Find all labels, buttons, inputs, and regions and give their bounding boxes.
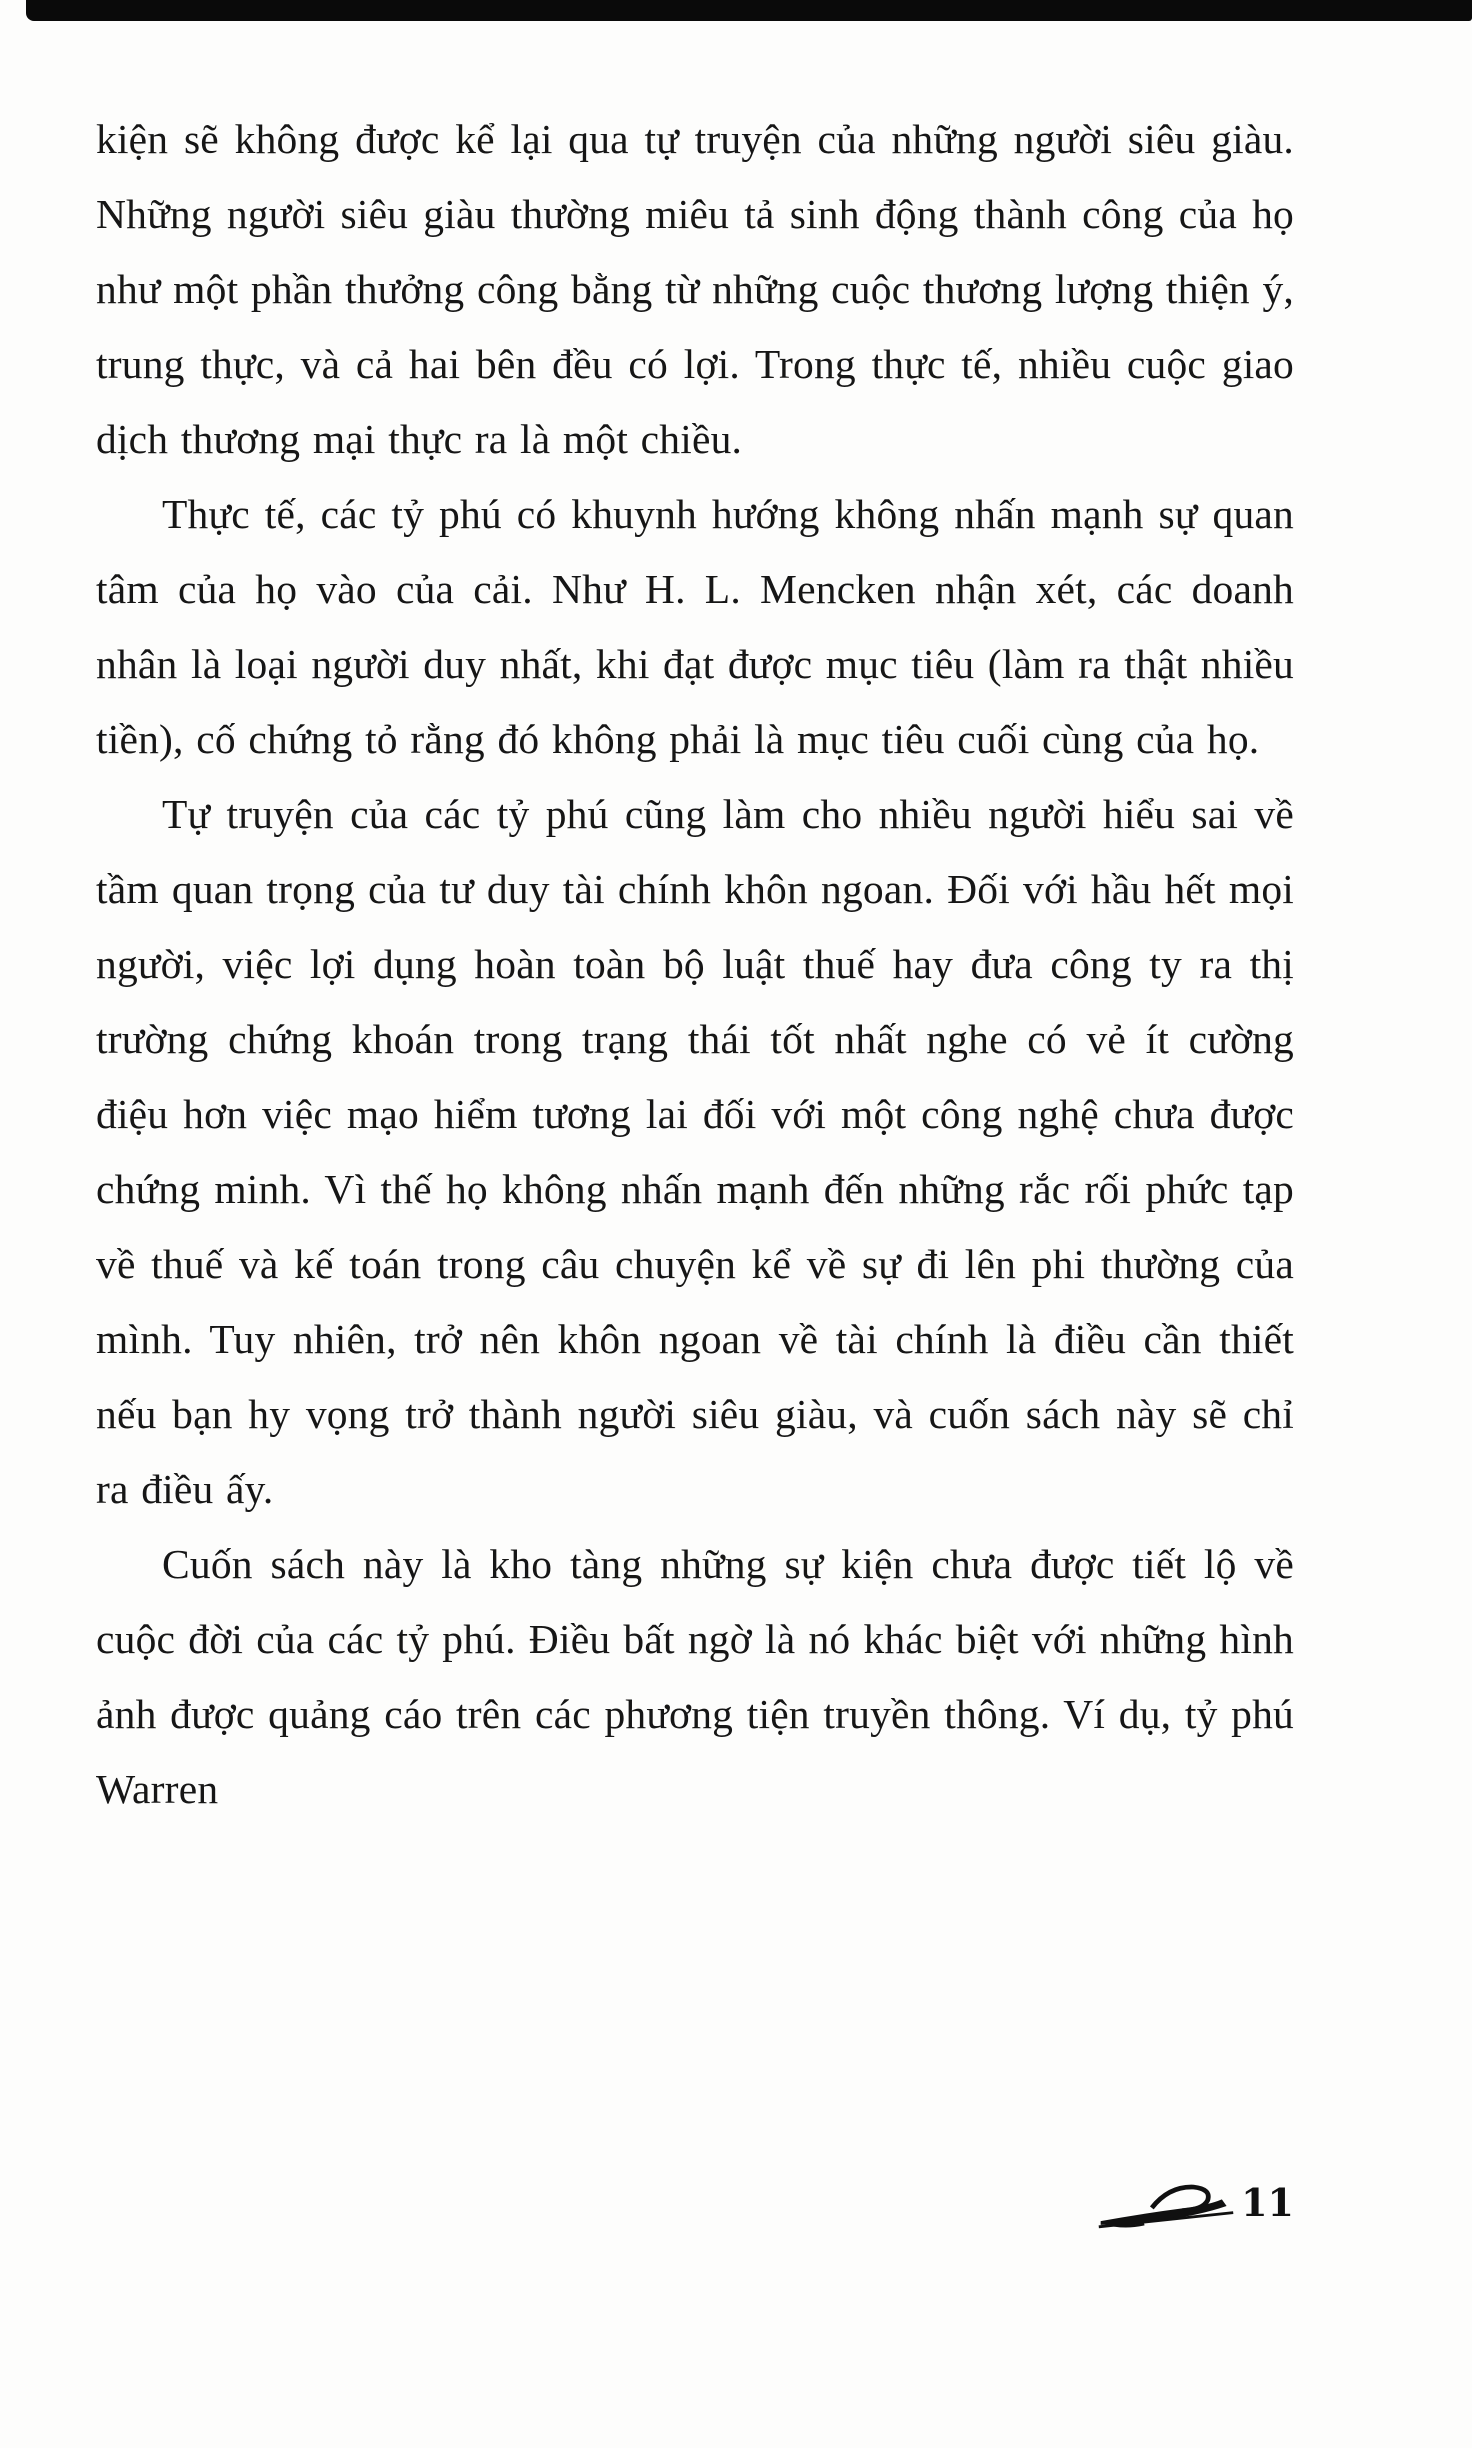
paragraph: kiện sẽ không được kể lại qua tự truyện của những người siêu giàu. Những người siêu giàu thường miêu tả sinh động thành công của họ như một phần thưởng công bằng từ những cuộc thương lượng thiện ý, trung thực, và cả hai bên đều có lợi. Trong thực tế, nhiều cuộc giao dịch thương mại thực ra là một chiều. xyxy=(96,116,1294,462)
page-text-block xyxy=(96,102,1294,1827)
paragraph: Tự truyện của các tỷ phú cũng làm cho nhiều người hiểu sai về tầm quan trọng của tư duy tài chính khôn ngoan. Đối với hầu hết mọi người, việc lợi dụng hoàn toàn bộ luật thuế hay đưa công ty ra thị trường chứng khoán trong trạng thái tốt nhất nghe có vẻ ít cường điệu hơn việc mạo hiểm tương lai đối với một công nghệ chưa được chứng minh. Vì thế họ không nhấn mạnh đến những rắc rối phức tạp về thuế và kế toán trong câu chuyện kể về sự đi lên phi thường của mình. Tuy nhiên, trở nên khôn ngoan về tài chính là điều cần thiết nếu bạn hy vọng trở thành người siêu giàu, và cuốn sách này sẽ chỉ ra điều ấy. xyxy=(96,791,1294,1512)
flourish-icon xyxy=(1095,2178,1237,2234)
paragraph: Thực tế, các tỷ phú có khuynh hướng không nhấn mạnh sự quan tâm của họ vào của cải. Như H. L. Mencken nhận xét, các doanh nhân là loại người duy nhất, khi đạt được mục tiêu (làm ra thật nhiều tiền), cố chứng tỏ rằng đó không phải là mục tiêu cuối cùng của họ. xyxy=(96,491,1294,762)
scan-edge-artifact xyxy=(26,0,1472,21)
page-number: 11 xyxy=(1241,2180,1294,2225)
page-footer xyxy=(1095,2178,1294,2234)
paragraph: Cuốn sách này là kho tàng những sự kiện chưa được tiết lộ về cuộc đời của các tỷ phú. Điều bất ngờ là nó khác biệt với những hình ảnh được quảng cáo trên các phương tiện truyền thông. Ví dụ, tỷ phú Warren xyxy=(96,1541,1294,1812)
